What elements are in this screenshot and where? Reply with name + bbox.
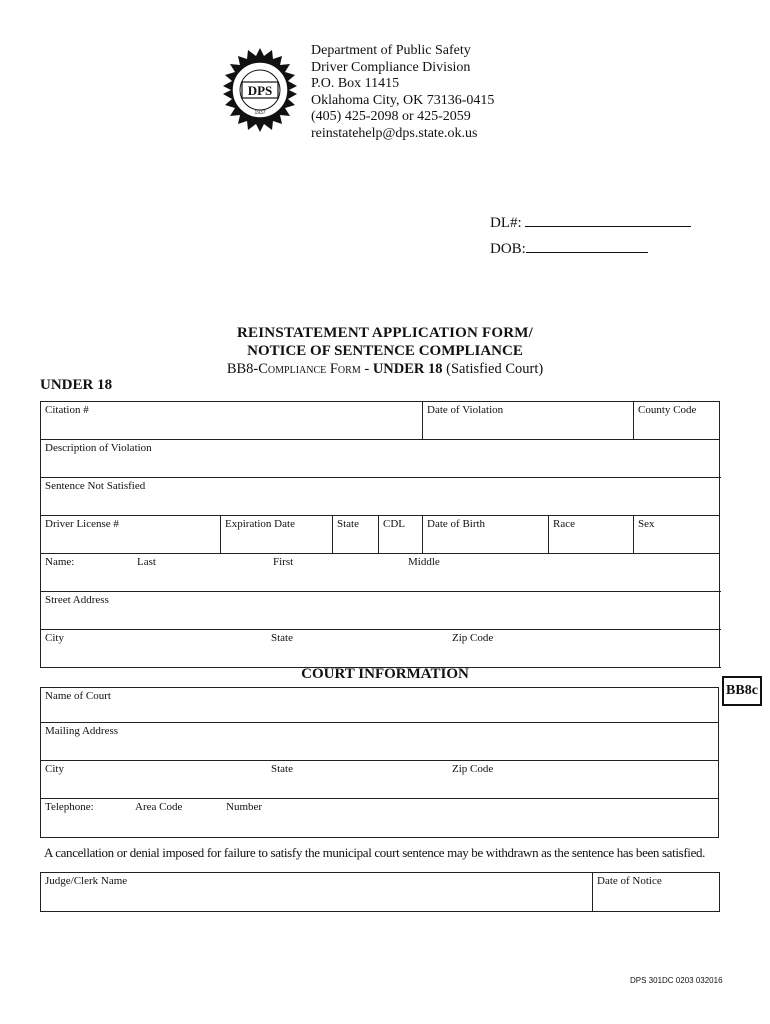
court-zip-label: Zip Code	[452, 763, 494, 775]
date-of-birth-field[interactable]: Date of Birth	[423, 516, 549, 554]
phone: (405) 425-2098 or 425-2059	[311, 109, 471, 124]
seal-year: 1937	[254, 110, 266, 116]
county-code-field[interactable]: County Code	[634, 402, 720, 440]
email: reinstatehelp@dps.state.ok.us	[311, 125, 478, 141]
state-label: State	[271, 632, 293, 644]
city-label: City	[45, 632, 64, 644]
under-18-label: UNDER 18	[40, 377, 113, 393]
court-city-state-zip-field[interactable]	[41, 761, 719, 799]
dept-name: Department of Public Safety	[311, 43, 471, 58]
last-label: Last	[137, 556, 156, 568]
agency-address	[311, 43, 494, 142]
dob-field[interactable]	[490, 240, 648, 258]
name-label: Name:	[45, 556, 75, 568]
court-info-table	[40, 687, 719, 838]
street-address-field[interactable]: Street Address	[41, 592, 720, 630]
driver-license-field[interactable]: Driver License #	[41, 516, 221, 554]
form-title-1: REINSTATEMENT APPLICATION FORM/	[237, 325, 533, 341]
seal-letters: DPS	[247, 83, 273, 98]
zip-label: Zip Code	[452, 632, 494, 644]
division-name: Driver Compliance Division	[311, 59, 471, 75]
citation-field[interactable]: Citation #	[41, 402, 423, 440]
driver-info-table	[40, 401, 720, 668]
court-info-heading: COURT INFORMATION	[301, 666, 469, 682]
license-state-field[interactable]: State	[333, 516, 379, 554]
form-title-2: NOTICE OF SENTENCE COMPLIANCE	[247, 343, 523, 359]
dl-label: DL#:	[490, 215, 522, 231]
dps-seal-logo	[218, 48, 302, 132]
city-state-zip-field[interactable]	[41, 630, 720, 668]
date-of-notice-field[interactable]: Date of Notice	[593, 873, 720, 912]
form-subtitle: BB8-Compliance Form - UNDER 18 (Satisfied Court)	[226, 361, 544, 377]
cdl-field[interactable]: CDL	[379, 516, 423, 554]
signature-table	[40, 872, 720, 912]
judge-clerk-name-field[interactable]: Judge/Clerk Name	[41, 873, 593, 912]
dl-field[interactable]	[490, 214, 691, 232]
date-of-violation-field[interactable]: Date of Violation	[423, 402, 634, 440]
race-field[interactable]: Race	[549, 516, 634, 554]
area-code-label: Area Code	[135, 801, 183, 813]
withdrawal-notice: A cancellation or denial imposed for failure to satisfy the municipal court sentence may be withdrawn as the sentence has been satisfied.	[44, 845, 706, 860]
court-city-label: City	[45, 763, 64, 775]
expiration-date-field[interactable]: Expiration Date	[221, 516, 333, 554]
dob-label: DOB:	[490, 241, 526, 257]
number-label: Number	[226, 801, 263, 813]
telephone-label: Telephone:	[45, 801, 94, 813]
po-box: P.O. Box 11415	[311, 76, 400, 91]
mailing-address-field[interactable]: Mailing Address	[41, 723, 719, 761]
form-code-badge: BB8c	[722, 676, 762, 706]
middle-label: Middle	[408, 556, 440, 568]
form-number: DPS 301DC 0203 032016	[630, 976, 723, 985]
court-state-label: State	[271, 763, 293, 775]
sentence-field[interactable]: Sentence Not Satisfied	[41, 478, 720, 516]
city-state-zip: Oklahoma City, OK 73136-0415	[311, 92, 495, 108]
name-field[interactable]	[41, 554, 720, 592]
sex-field[interactable]: Sex	[634, 516, 720, 554]
first-label: First	[273, 556, 294, 568]
court-name-field[interactable]: Name of Court	[41, 688, 719, 723]
telephone-field[interactable]	[41, 799, 719, 838]
description-field[interactable]: Description of Violation	[41, 440, 720, 478]
